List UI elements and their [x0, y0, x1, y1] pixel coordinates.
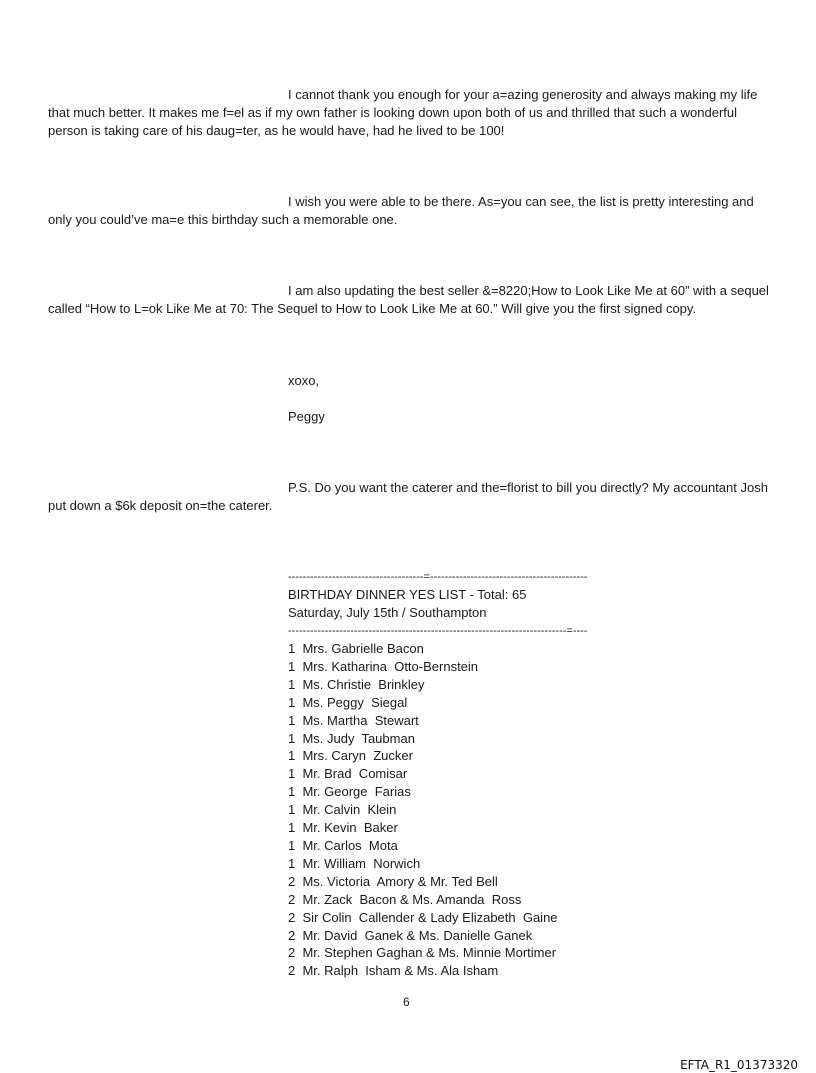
signature: Peggy — [288, 409, 325, 424]
paragraph-wish: I wish you were able to be there. As=you can see, the list is pretty interesting and only you could’ve ma=e this birthday such a memorable one. — [48, 194, 754, 227]
list-item: 2 Sir Colin Callender & Lady Elizabeth Gaine — [288, 909, 558, 925]
list-item: 2 Mr. David Ganek & Ms. Danielle Ganek — [288, 927, 533, 943]
list-item: 2 Mr. Stephen Gaghan & Ms. Minnie Mortimer — [288, 945, 557, 961]
list-item: 2 Ms. Victoria Amory & Mr. Ted Bell — [288, 873, 498, 889]
list-item: 1 Mrs. Gabrielle Bacon — [288, 641, 424, 656]
list-item: 1 Ms. Martha Stewart — [288, 712, 419, 728]
signoff: xoxo, — [288, 373, 320, 388]
list-item: 1 Ms. Peggy Siegal — [288, 694, 408, 710]
list-item: 1 Mr. William Norwich — [288, 855, 421, 871]
separator-top: -------------------------------------=------------------------------------------- — [288, 571, 588, 583]
list-item: 1 Mrs. Katharina Otto-Bernstein — [288, 658, 479, 674]
list-item: 1 Ms. Judy Taubman — [288, 730, 415, 746]
list-title: BIRTHDAY DINNER YES LIST - Total: 65 — [288, 587, 527, 602]
list-item: 2 Mr. Ralph Isham & Ms. Ala Isham — [288, 963, 499, 979]
list-item: 1 Mr. Calvin Klein — [288, 802, 397, 818]
list-item: 1 Mr. George Farias — [288, 784, 411, 800]
list-item: 1 Mr. Carlos Mota — [288, 837, 398, 853]
list-item: 1 Mrs. Caryn Zucker — [288, 748, 413, 764]
paragraph-thanks: I cannot thank you enough for your a=azing generosity and always making my life that much better. It makes me f=el as if my own father is looking down upon both of us and thrilled that such a wonderful person is taking care of his daug=ter, as he would have, had he lived to be 100! — [48, 87, 758, 138]
list-subtitle: Saturday, July 15th / Southampton — [288, 605, 487, 620]
list-item: 1 Ms. Christie Brinkley — [288, 676, 425, 692]
list-item: 1 Mr. Kevin Baker — [288, 820, 398, 836]
postscript: P.S. Do you want the caterer and the=florist to bill you directly? My accountant Josh put down a $6k deposit on=the caterer. — [48, 480, 768, 513]
page-number: 6 — [403, 995, 410, 1009]
guest-list — [288, 640, 558, 980]
list-item: 2 Mr. Zack Bacon & Ms. Amanda Ross — [288, 891, 522, 907]
list-item: 1 Mr. Brad Comisar — [288, 766, 408, 782]
paragraph-sequel: I am also updating the best seller &=8220;How to Look Like Me at 60” with a sequel called “How to L=ok Like Me at 70: The Sequel to How to Look Like Me at 60.” Will give you the first signed copy. — [48, 283, 769, 316]
separator-bottom: ----------------------------------------------------------------------------=---- — [288, 625, 588, 637]
bates-number: EFTA_R1_01373320 — [680, 1058, 798, 1072]
